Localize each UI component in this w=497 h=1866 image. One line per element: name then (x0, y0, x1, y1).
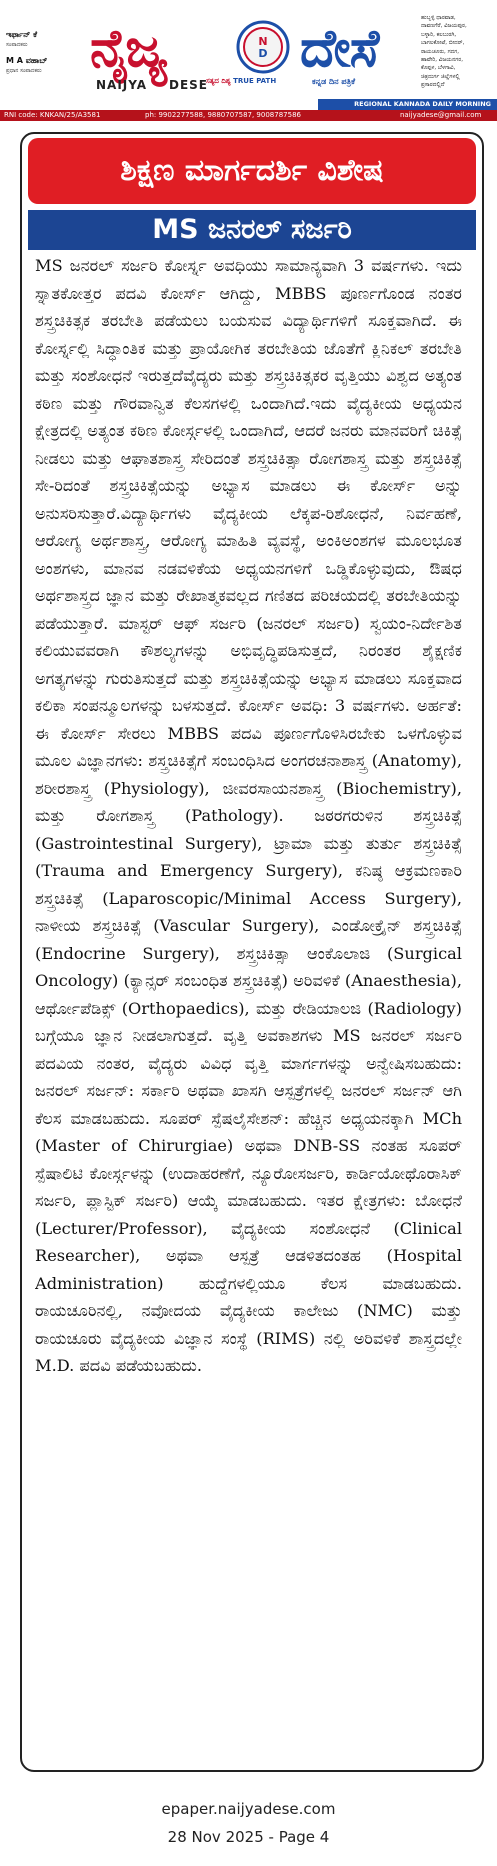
district-line: ರಾಯಚೂರು, ಗದಗ, (421, 48, 460, 55)
chief-editor-role: ಪ್ರಧಾನ ಸಂಪಾದಕರು (6, 68, 42, 74)
article-title: MS ಜನರಲ್ ಸರ್ಜರಿ (152, 214, 352, 245)
brand-name-kannada-right: ದೇಸೆ (300, 19, 379, 79)
district-line: ಬಳ್ಳಾರಿ, ಕಲಬುರಗಿ, (421, 31, 457, 38)
seal-tagline-english: TRUE PATH (233, 77, 277, 85)
district-line: ದಾವಣಗೆರೆ, ವಿಜಯಪುರ, (421, 23, 467, 30)
district-line: ಕೊಪ್ಪಳ, ಬೆಳಗಾವಿ, (421, 65, 456, 72)
masthead (0, 0, 497, 108)
brand-name-roman-right: DESE (169, 78, 208, 92)
seal-tagline-kannada: ಸತ್ಯದ ದಿಶ್ಯ (206, 77, 231, 85)
info-bar (0, 110, 497, 121)
footer-url[interactable]: epaper.naijyadese.com (161, 1800, 336, 1818)
svg-text:N: N (258, 35, 268, 48)
article-title-banner (28, 210, 476, 250)
brand-name-roman-left: NAIJYA (96, 78, 148, 92)
footer-date-page: 28 Nov 2025 - Page 4 (167, 1828, 330, 1846)
editor-role: ಸಂಪಾದಕರು (6, 42, 28, 48)
regional-daily-bar: REGIONAL KANNADA DAILY MORNING (318, 99, 497, 110)
section-banner-title: ಶಿಕ್ಷಣ ಮಾರ್ಗದರ್ಶಿ ವಿಶೇಷ (120, 153, 384, 188)
article-body: MS ಜನರಲ್ ಸರ್ಜರಿ ಕೋರ್ಸ್ನ ಅವಧಿಯು ಸಾಮಾನ್ಯವಾಗಿ 3 ವರ್ಷಗಳು. ಇದು ಸ್ನಾತಕೋತ್ತರ ಪದವಿ ಕೋರ್ಸ್ ಆಗಿದ್ದು, MBBS ಪೂರ್ಣಗೊಂಡ ನಂತರ ಶಸ್ತ್ರಚಿಕಿತ್ಸಕ ತರಬೇತಿ ಪಡೆಯಲು ಬಯಸುವ ವಿದ್ಯಾರ್ಥಿಗಳಿಗೆ ಸೂಕ್ತವಾಗಿದೆ. ಈ ಕೋರ್ಸ್ನಲ್ಲಿ ಸಿದ್ಧಾಂತಿಕ ಮತ್ತು ಪ್ರಾಯೋಗಿಕ ತರಬೇತಿಯ ಜೊತೆಗೆ ಕ್ಲಿನಿಕಲ್ ತರಬೇತಿ ಮತ್ತು ಸಂಶೋಧನೆ ಇರುತ್ತದೆವೈದ್ಯರು ಮತ್ತು ಶಸ್ತ್ರಚಿಕಿತ್ಸಕರ ವೃತ್ತಿಯು ವಿಶ್ವದ ಅತ್ಯಂತ ಕಠಿಣ ಮತ್ತು ಗೌರವಾನ್ವಿತ ಕೆಲಸಗಳಲ್ಲಿ ಒಂದಾಗಿದೆ.ಇದು ವೈದ್ಯಕೀಯ ಅಧ್ಯಯನ ಕ್ಷೇತ್ರದಲ್ಲಿ ಅತ್ಯಂತ ಕಠಿಣ ಕೋರ್ಸ್ಗಳಲ್ಲಿ ಒಂದಾಗಿದೆ, ಆದರೆ ಜನರು ಮಾನವರಿಗೆ ಚಿಕಿತ್ಸೆ ನೀಡಲು ಮತ್ತು ಆಘಾತಶಾಸ್ತ್ರ ಸೇರಿದಂತೆ ಶಸ್ತ್ರಚಿಕಿತ್ಸಾ ರೋಗಶಾಸ್ತ್ರ ಮತ್ತು ಶಸ್ತ್ರಚಿಕಿತ್ಸೆ ಸೇ-ರಿದಂತೆ ಶಸ್ತ್ರಚಿಕಿತ್ಸೆಯನ್ನು ಅಭ್ಯಾಸ ಮಾಡಲು ಈ ಕೋರ್ಸ್ ಅನ್ನು ಅನುಸರಿಸುತ್ತಾರೆ.ವಿದ್ಯಾರ್ಥಿಗಳು ವೈದ್ಯಕೀಯ ಲೆಕ್ಕಪ-ರಿಶೋಧನೆ, ನಿರ್ವಹಣೆ, ಆರೋಗ್ಯ ಅರ್ಥಶಾಸ್ತ್ರ, ಆರೋಗ್ಯ ಮಾಹಿತಿ ವ್ಯವಸ್ಥೆ, ಅಂಕಿಅಂಶಗಳ ಮೂಲಭೂತ ಅಂಶಗಳು, ಮಾನವ ನಡವಳಿಕೆಯ ಅಧ್ಯಯನಗಳಿಗೆ ಒಡ್ಡಿಕೊಳ್ಳುವುದು, ಔಷಧ ಅರ್ಥಶಾಸ್ತ್ರದ ಜ್ಞಾನ ಮತ್ತು ರೇಖಾತ್ಮಕವಲ್ಲದ ಗಣಿತದ ಪರಿಚಯದಲ್ಲಿ ತರಬೇತಿಯನ್ನು ಪಡೆಯುತ್ತಾರೆ. ಮಾಸ್ಟರ್ ಆಫ್ ಸರ್ಜರಿ (ಜನರಲ್ ಸರ್ಜರಿ) ಸ್ವಯಂ-ನಿರ್ದೇಶಿತ ಕಲಿಯುವವರಾಗಿ ಕೌಶಲ್ಯಗಳನ್ನು ಅಭಿವೃದ್ಧಿಪಡಿಸುತ್ತದೆ, ನಿರಂತರ ಶೈಕ್ಷಣಿಕ ಅಗತ್ಯಗಳನ್ನು ಗುರುತಿಸುತ್ತದೆ ಮತ್ತು ಶಸ್ತ್ರಚಿಕಿತ್ಸೆಯನ್ನು ಅಭ್ಯಾಸ ಮಾಡಲು ಸೂಕ್ತವಾದ ಕಲಿಕಾ ಸಂಪನ್ಮೂಲಗಳನ್ನು ಬಳಸುತ್ತದೆ. ಕೋರ್ಸ್ ಅವಧಿ: 3 ವರ್ಷಗಳು. ಅರ್ಹತೆ: ಈ ಕೋರ್ಸ್ ಸೇರಲು MBBS ಪದವಿ ಪೂರ್ಣಗೊಳಿಸಿರಬೇಕು ಒಳಗೊಳ್ಳುವ ಮೂಲ ವಿಜ್ಞಾನಗಳು: ಶಸ್ತ್ರಚಿಕಿತ್ಸೆಗೆ ಸಂಬಂಧಿಸಿದ ಅಂಗರಚನಾಶಾಸ್ತ್ರ (Anatomy), ಶರೀರಶಾಸ್ತ್ರ (Physiology), ಜೀವರಸಾಯನಶಾಸ್ತ್ರ (Biochemistry), ಮತ್ತು ರೋಗಶಾಸ್ತ್ರ (Pathology). ಜಠರಗರುಳಿನ ಶಸ್ತ್ರಚಿಕಿತ್ಸೆ (Gastrointestinal Surgery), ಟ್ರಾಮಾ ಮತ್ತು ತುರ್ತು ಶಸ್ತ್ರಚಿಕಿತ್ಸೆ (Trauma and Emergency Surgery), ಕನಿಷ್ಠ ಆಕ್ರಮಣಕಾರಿ ಶಸ್ತ್ರಚಿಕಿತ್ಸೆ (Laparoscopic/Minimal Access Surgery), ನಾಳೀಯ ಶಸ್ತ್ರಚಿಕಿತ್ಸೆ (Vascular Surgery), ಎಂಡೋಕ್ರೈನ್ ಶಸ್ತ್ರಚಿಕಿತ್ಸೆ (Endocrine Surgery), ಶಸ್ತ್ರಚಿಕಿತ್ಸಾ ಆಂಕೊಲಾಜಿ (Surgical Oncology) (ಕ್ಯಾನ್ಸರ್ ಸಂಬಂಧಿತ ಶಸ್ತ್ರಚಿಕಿತ್ಸೆ) ಅರಿವಳಿಕೆ (Anaesthesia), ಆರ್ಥೋಪೆಡಿಕ್ಸ್ (Orthopaedics), ಮತ್ತು ರೇಡಿಯಾಲಜಿ (Radiology) ಬಗ್ಗೆಯೂ ಜ್ಞಾನ ನೀಡಲಾಗುತ್ತದೆ. ವೃತ್ತಿ ಅವಕಾಶಗಳು MS ಜನರಲ್ ಸರ್ಜರಿ ಪದವಿಯ ನಂತರ, ವೈದ್ಯರು ವಿವಿಧ ವೃತ್ತಿ ಮಾರ್ಗಗಳನ್ನು ಅನ್ವೇಷಿಸಬಹುದು: ಜನರಲ್ ಸರ್ಜನ್: ಸರ್ಕಾರಿ ಅಥವಾ ಖಾಸಗಿ ಆಸ್ಪತ್ರೆಗಳಲ್ಲಿ ಜನರಲ್ ಸರ್ಜನ್ ಆಗಿ ಕೆಲಸ ಮಾಡಬಹುದು. ಸೂಪರ್ ಸ್ಪೆಷಲೈಸೇಶನ್: ಹೆಚ್ಚಿನ ಅಧ್ಯಯನಕ್ಕಾಗಿ MCh (Master of Chirurgiae) ಅಥವಾ DNB-SS ನಂತಹ ಸೂಪರ್ ಸ್ಪೆಷಾಲಿಟಿ ಕೋರ್ಸ್ಗಳನ್ನು (ಉದಾಹರಣೆಗೆ, ನ್ಯೂರೋಸರ್ಜರಿ, ಕಾರ್ಡಿಯೋಥೊರಾಸಿಕ್ ಸರ್ಜರಿ, ಪ್ಲಾಸ್ಟಿಕ್ ಸರ್ಜರಿ) ಆಯ್ಕೆ ಮಾಡಬಹುದು. ಇತರ ಕ್ಷೇತ್ರಗಳು: ಬೋಧನೆ (Lecturer/Professor), ವೈದ್ಯಕೀಯ ಸಂಶೋಧನೆ (Clinical Researcher), ಅಥವಾ ಆಸ್ಪತ್ರೆ ಆಡಳಿತದಂತಹ (Hospital Administration) ಹುದ್ದೆಗಳಲ್ಲಿಯೂ ಕೆಲಸ ಮಾಡಬಹುದು. ರಾಯಚೂರಿನಲ್ಲಿ, ನವೋದಯ ವೈದ್ಯಕೀಯ ಕಾಲೇಜು (NMC) ಮತ್ತು ರಾಯಚೂರು ವೈದ್ಯಕೀಯ ವಿಜ್ಞಾನ ಸಂಸ್ಥೆ (RIMS) ನಲ್ಲಿ ಅರಿವಳಿಕೆ ಶಾಸ್ತ್ರದಲ್ಲೇ M.D. ಪದವಿ ಪಡೆಯಬಹುದು. (35, 256, 462, 1375)
district-line: ಚಿತ್ರದುರ್ಗ ಜಿಲ್ಲೆಗಳಲ್ಲಿ (421, 73, 460, 80)
svg-text:D: D (258, 47, 268, 60)
chief-editor-name: M A ವಹಾಬ್ (6, 56, 48, 65)
seal-tagline (206, 77, 276, 86)
district-line: ಹುಬ್ಬಳ್ಳಿ ಧಾರವಾಡ, (421, 15, 456, 21)
district-line: ಬಾಗಲಕೋಟೆ, ಬೀದರ್, (421, 40, 465, 47)
email-link[interactable]: naijyadese@gmail.com (400, 111, 482, 119)
phone-numbers: ph: 9902277588, 9880707587, 9008787586 (145, 111, 301, 119)
district-list (421, 14, 495, 90)
district-line: ಹಾವೇರಿ, ವಿಜಯನಗರ, (421, 57, 464, 64)
seal-logo-icon (236, 20, 290, 74)
rni-code: RNI code: KNKAN/25/A3581 (4, 111, 101, 119)
district-line: ಪ್ರಸಾರದಲ್ಲಿದೆ (421, 82, 445, 89)
section-banner (28, 138, 476, 204)
brand-name-kannada-left: ನೈಜ್ಯ (90, 19, 167, 79)
editor-name: ಇರ್ಫಾನ್ ಕೆ (6, 30, 38, 39)
editor-names (6, 30, 81, 76)
newspaper-tagline: ಕನ್ನಡ ದಿನ ಪತ್ರಿಕೆ (312, 77, 356, 86)
